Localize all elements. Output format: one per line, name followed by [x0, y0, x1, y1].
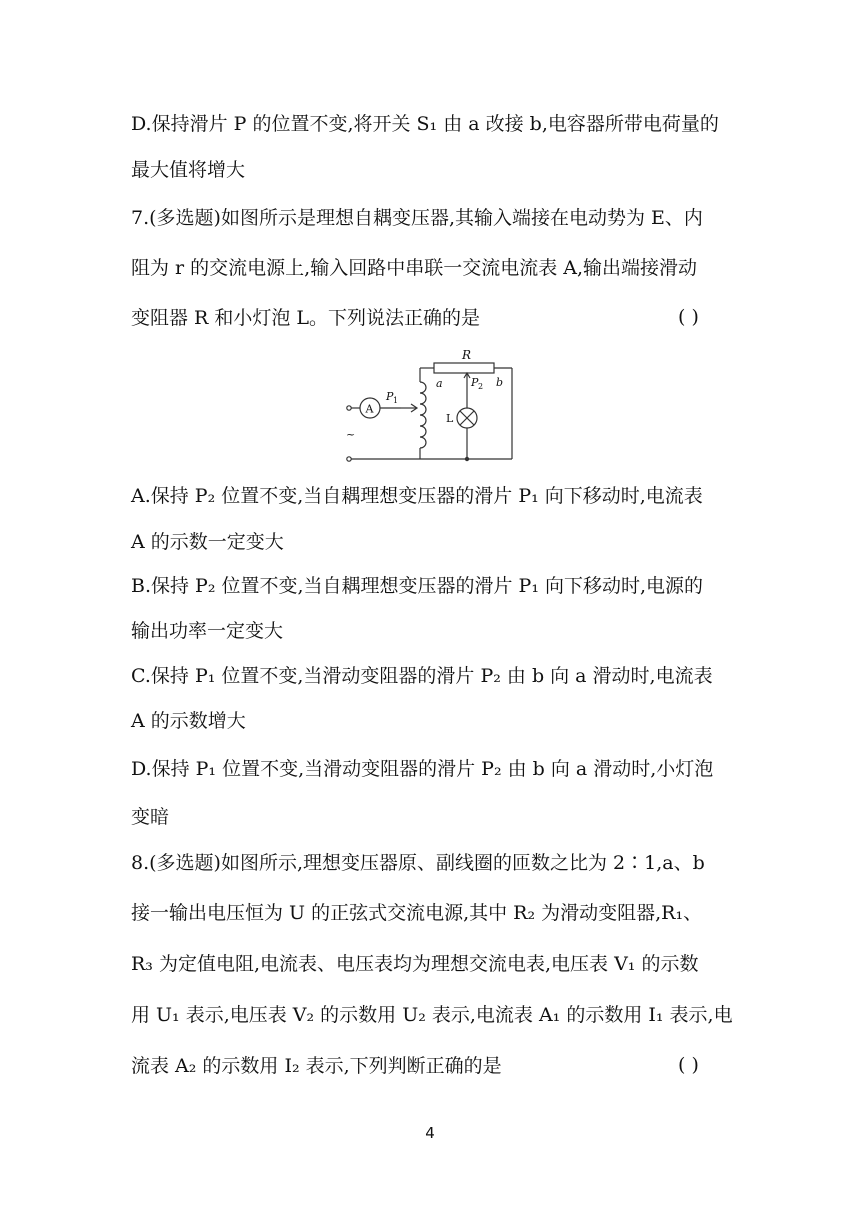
label-P1-sub: 1	[393, 396, 399, 405]
line-10: C.保持 P₁ 位置不变,当滑动变阻器的滑片 P₂ 由 b 向 a 滑动时,电流表	[131, 665, 713, 687]
line-5: 变阻器 R 和小灯泡 L。下列说法正确的是	[131, 307, 481, 329]
label-ac-source: ~	[346, 428, 356, 441]
line-6: A.保持 P₂ 位置不变,当自耦理想变压器的滑片 P₁ 向下移动时,电流表	[131, 485, 703, 507]
label-b: b	[496, 376, 504, 389]
label-a: a	[436, 377, 443, 390]
line-9: 输出功率一定变大	[131, 620, 284, 642]
q7-answer-paren: ( )	[678, 306, 699, 328]
line-14: 8.(多选题)如图所示,理想变压器原、副线圈的匝数之比为 2∶1,a、b	[131, 852, 705, 874]
line-16: R₃ 为定值电阻,电流表、电压表均为理想交流电表,电压表 V₁ 的示数	[131, 953, 699, 975]
line-4: 阻为 r 的交流电源上,输入回路中串联一交流电流表 A,输出端接滑动	[131, 257, 698, 279]
line-18: 流表 A₂ 的示数用 I₂ 表示,下列判断正确的是	[131, 1055, 502, 1077]
line-15: 接一输出电压恒为 U 的正弦式交流电源,其中 R₂ 为滑动变阻器,R₁、	[131, 902, 703, 924]
label-P1: P	[386, 390, 394, 403]
line-11: A 的示数增大	[131, 710, 246, 732]
label-P2-sub: 2	[478, 382, 484, 391]
line-7: A 的示数一定变大	[131, 531, 284, 553]
line-3: 7.(多选题)如图所示是理想自耦变压器,其输入端接在电动势为 E、内	[131, 207, 703, 229]
line-1: D.保持滑片 P 的位置不变,将开关 S₁ 由 a 改接 b,电容器所带电荷量的	[131, 113, 719, 135]
label-P2: P	[471, 376, 479, 389]
line-17: 用 U₁ 表示,电压表 V₂ 的示数用 U₂ 表示,电流表 A₁ 的示数用 I₁ 表示,电	[131, 1004, 733, 1026]
page-number: 4	[425, 1124, 435, 1142]
q7-circuit-figure	[340, 346, 520, 468]
line-2: 最大值将增大	[131, 159, 246, 181]
line-8: B.保持 P₂ 位置不变,当自耦理想变压器的滑片 P₁ 向下移动时,电源的	[131, 575, 704, 597]
label-R: R	[462, 348, 472, 362]
label-L: L	[446, 412, 454, 425]
line-12: D.保持 P₁ 位置不变,当滑动变阻器的滑片 P₂ 由 b 向 a 滑动时,小灯泡	[131, 758, 714, 780]
line-13: 变暗	[131, 806, 170, 828]
label-A: A	[365, 402, 374, 416]
q8-answer-paren: ( )	[678, 1054, 699, 1076]
